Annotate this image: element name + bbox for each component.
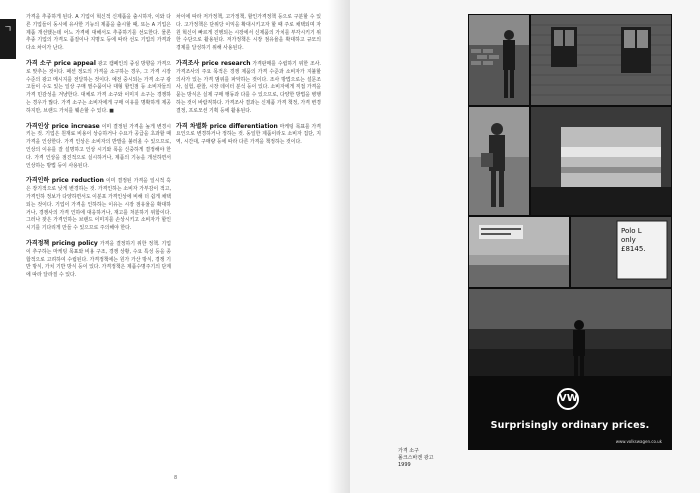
photo-brick-building: [531, 15, 671, 105]
photo-man-with-bag: [469, 107, 529, 215]
entry-body: 마케팅 목표를 가격요인으로 변경하거나 정하는 것. 동일한 제품이라도 소비자 집단, 지역, 시간대, 구매량 등에 따라 다른 가격을 책정하는 것이다.: [176, 123, 322, 146]
page-number: 8: [174, 475, 178, 481]
chapter-tab: ㄱ: [0, 19, 16, 59]
advertisement-footer: [468, 376, 672, 450]
entry-term: 가격 차별화 price differentiation: [176, 122, 278, 130]
glossary-entry: [176, 60, 321, 116]
photo-price-sign: [571, 217, 671, 287]
entry-term: 가격인상 price increase: [26, 122, 100, 130]
entry-body: 이미 결정된 가격을 높게 변경시키는 것. 기업은 원재료 비용이 상승하거나 수요가 공급을 초과할 때 가격을 인상한다. 가격 인상은 소비자의 반발을 불러올 수 있으므로, 인상의 이유를 잘 설명하고 인상 시기와 폭을 신중하게 결정해야 한다. 가격 인상을 점진적으로 실시하거나, 제품의 기능을 개선하면서 인상하는 방법 등이 사용된다.: [26, 123, 171, 169]
photo-road-person: [469, 289, 671, 389]
caption-title: 가격 소구: [398, 448, 419, 454]
text-column-left: [26, 14, 171, 287]
caption-year: 1999: [398, 462, 411, 468]
sign-line-model: Polo L: [621, 227, 642, 235]
gutter-shadow: [328, 0, 350, 493]
entry-body: 이미 결정된 가격을 일시적 혹은 장기적으로 낮게 변경하는 것. 가격인하는 소비자 가부감이 적고, 가격인하 정보가 다양하면서도 이분포 가격인상에 비해 더 쉽게 채택되는 것이다. 기업이 가격을 인하하는 이유는 시장 점유율을 확대하거나, 경쟁사의 가격 인하에 대응하거나, 재고를 처분하기 위함이다. 그러나 잦은 가격인하는 브랜드 이미지를 손상시키고 소비자가 할인 시기를 기다리게 만들 수 있으므로 주의해야 한다.: [26, 178, 171, 232]
entry-body: 광고 캠페인의 중심 방향을 가격으로 맞추는 것이다. 패션 정도의 가격을 소구하는 경우, 그 가격 시장 수준의 광고 메시지를 전달하는 것이다. 예전 중시되는 가격 소구 광고들이 수도 있는 일상 구매 필수품이나 대형 할인점 등 소비자들의 가격 민감성을 겨냥한다. 대체로 가격 소구와 이미지 소구는 경쟁하는 경우가 많다. 가격 소구는 소비자에게 구매 이유를 명확하게 제공하지만, 브랜드 가치를 훼손할 수 있다. ■: [26, 60, 171, 114]
volkswagen-logo-icon: VW: [557, 388, 579, 410]
glossary-entry: [26, 240, 171, 280]
ad-slogan: Surprisingly ordinary prices.: [490, 420, 650, 431]
right-page: [350, 0, 700, 493]
entry-term: 가격 소구 price appeal: [26, 59, 96, 67]
glossary-entry: [26, 177, 171, 233]
glossary-entry: [26, 123, 171, 171]
glossary-entry: [176, 123, 321, 147]
image-caption: [398, 448, 458, 469]
photo-man-walking: [469, 15, 529, 105]
photo-closeup-detail: [531, 107, 671, 215]
entry-term: 가격인하 price reduction: [26, 177, 104, 185]
entry-term: 가격조사 price research: [176, 59, 251, 67]
sign-line-only: only: [621, 236, 636, 244]
entry-body: 가격을 결정하기 위한 정책. 기업이 추구하는 마케팅 목표와 비용 구조, 경쟁 상황, 수요 특성 등을 종합적으로 고려하여 수립된다. 가격정책에는 원가 가산 방식, 경쟁 기반 방식, 가치 기반 방식 등이 있다. 가격정책은 제품수명주기의 단계에 따라 달라질 수 있다.: [26, 240, 171, 279]
ad-url: www.volkswagen.co.uk: [615, 439, 662, 444]
text-column-right: [176, 14, 321, 154]
photo-street-sign: [469, 217, 569, 287]
sign-line-price: £8145.: [621, 245, 646, 253]
entry-body: 가격판매를 수립하기 위한 조사. 가격조사의 주요 목적은 경쟁 제품의 가격 수준과 소비자가 지불할 의사가 있는 가격 범위를 파악하는 것이다. 조사 방법으로는 설문조사, 실험, 관찰, 시장 데이터 분석 등이 있다. 소비자에게 직접 가격을 묻는 방식은 실제 구매 행동과 다를 수 있으므로, 다양한 방법을 병행하는 것이 바람직하다. 가격조사 결과는 신제품 가격 책정, 가격 변경 결정, 프로모션 기획 등에 활용된다.: [176, 60, 321, 114]
intro-paragraph: 가격을 추종하게 된다. A 기업이 혁신적 신제품을 출시하자, 이와 다른 기업들이 동시에 유사한 기능의 제품을 출시할 때, 또는 A 기업은 제품 개선했는데 어느 가격에 대해서도 추종하기를 선도한다. 물론 추종 기업의 가격도 품질이나 지명도 등에 따라 선도 기업의 가격과 다소 차이가 난다.: [26, 14, 171, 52]
intro-paragraph-b: 차이에 따라 저가정책, 고가정책, 할인가격정책 등으로 구분할 수 있다. 고가정책은 단위당 이익을 확대시키고자 할 때 주로 채택되며 자원 혁신이 빠르게 진행되는 시장에서 신제품의 가치를 부각시키기 위한 수단으로 활용된다. 저가정책은 시장 점유율을 확대하고 규모의 경제를 달성하기 위해 사용된다.: [176, 14, 321, 52]
price-sign-text: [621, 227, 665, 254]
entry-term: 가격정책 pricing policy: [26, 239, 98, 247]
caption-source: 폴크스바겐 광고: [398, 455, 434, 461]
glossary-entry: [26, 60, 171, 116]
